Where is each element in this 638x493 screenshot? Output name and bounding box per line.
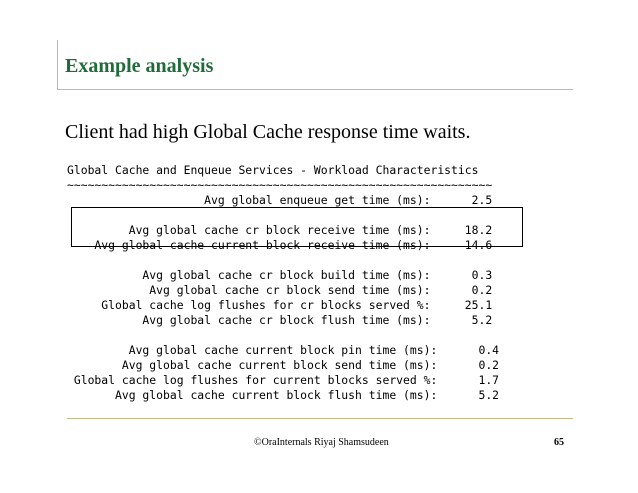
report-line-blank	[67, 253, 587, 268]
workload-report	[67, 163, 587, 402]
report-line-cr-build: Avg global cache cr block build time (ms): 0.3	[67, 268, 493, 282]
receive-time-highlight-box	[71, 207, 523, 247]
report-line-blank	[67, 328, 587, 343]
report-line-current-log-flushes: Global cache log flushes for current blocks served %: 1.7	[67, 373, 500, 387]
footer-credit: ©OraInternals Riyaj Shamsudeen	[254, 437, 389, 448]
report-line-cr-log-flushes: Global cache log flushes for cr blocks served %: 25.1	[67, 298, 493, 312]
report-header: Global Cache and Enqueue Services - Workload Characteristics	[67, 163, 479, 177]
title-vertical-rule	[57, 40, 58, 90]
page-number: 65	[554, 437, 564, 448]
report-separator: ~~~~~~~~~~~~~~~~~~~~~~~~~~~~~~~~~~~~~~~~~~~~~~~~~~~~~~~~~~~~~~	[67, 178, 493, 192]
report-line-current-send: Avg global cache current block send time (ms): 0.2	[67, 358, 500, 372]
report-line-current-receive: Avg global cache current block receive time (ms): 14.6	[67, 238, 493, 252]
title-underline-rule	[57, 89, 573, 90]
report-line-cr-receive: Avg global cache cr block receive time (ms): 18.2	[67, 223, 493, 237]
report-line-enqueue-get: Avg global enqueue get time (ms): 2.5	[67, 193, 493, 207]
report-line-cr-flush: Avg global cache cr block flush time (ms): 5.2	[67, 313, 493, 327]
report-line-current-pin: Avg global cache current block pin time (ms): 0.4	[67, 343, 500, 357]
slide-title: Example analysis	[65, 55, 214, 77]
report-line-cr-send: Avg global cache cr block send time (ms): 0.2	[67, 283, 493, 297]
report-line-current-flush: Avg global cache current block flush time (ms): 5.2	[67, 388, 500, 402]
footer-rule	[67, 418, 573, 419]
slide-subtitle: Client had high Global Cache response time waits.	[65, 121, 471, 143]
